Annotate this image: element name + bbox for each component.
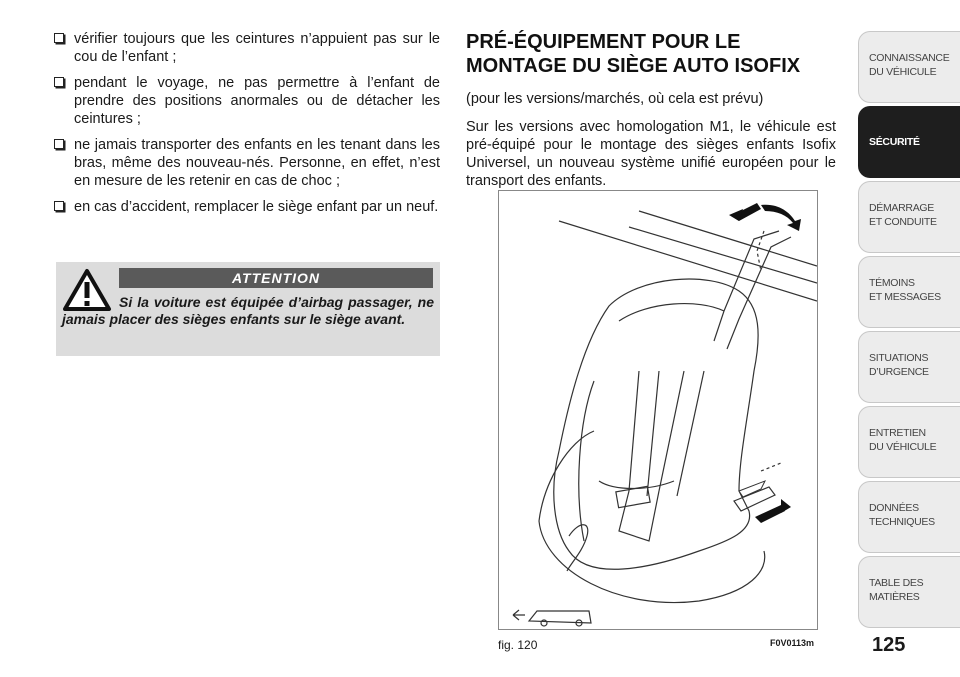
bullet-item: ne jamais transporter des enfants en les tenant dans les bras, même des nouveau-nés. Personne, en effet, n’est en mesure de les retenir en cas de choc ; — [52, 136, 440, 190]
tab-securite[interactable]: SÉCURITÉ — [858, 106, 960, 178]
tab-temoins-et-messages[interactable]: TÉMOINS ET MESSAGES — [858, 256, 960, 328]
safety-bullet-list — [52, 30, 440, 216]
tab-table-des-matieres[interactable]: TABLE DES MATIÈRES — [858, 556, 960, 628]
section-subtitle: (pour les versions/marchés, où cela est prévu) — [466, 91, 764, 107]
checkbox-bullet-icon — [54, 201, 64, 211]
warning-text: Si la voiture est équipée d’airbag passager, ne jamais placer des sièges enfants sur le siège avant. — [62, 294, 434, 327]
page-number: 125 — [872, 634, 906, 656]
right-column — [466, 30, 836, 190]
warning-title: ATTENTION — [119, 268, 433, 288]
section-body: Sur les versions avec homologation M1, le véhicule est pré-équipé pour le montage des sièges enfants Isofix Universel, un nouveau système unifié européen pour le transport des enfants. — [466, 119, 836, 189]
checkbox-bullet-icon — [54, 139, 64, 149]
checkbox-bullet-icon — [54, 77, 64, 87]
bullet-item: vérifier toujours que les ceintures n’appuient pas sur le cou de l’enfant ; — [52, 30, 440, 66]
tab-entretien-du-vehicule[interactable]: ENTRETIEN DU VÉHICULE — [858, 406, 960, 478]
tab-donnees-techniques[interactable]: DONNÉES TECHNIQUES — [858, 481, 960, 553]
left-column — [52, 30, 440, 224]
tab-connaissance-du-vehicule[interactable]: CONNAISSANCE DU VÉHICULE — [858, 31, 960, 103]
section-heading: PRÉ-ÉQUIPEMENT POUR LE MONTAGE DU SIÈGE AUTO ISOFIX — [466, 31, 801, 77]
checkbox-bullet-icon — [54, 33, 64, 43]
figure-caption: fig. 120 — [498, 638, 538, 652]
bullet-item: pendant le voyage, ne pas permettre à l’enfant de prendre des positions anormales ou de détacher les ceintures ; — [52, 74, 440, 128]
child-seat-drawing — [499, 191, 817, 629]
chapter-tabs — [858, 31, 960, 631]
warning-box — [56, 262, 440, 356]
figure-code: F0V0113m — [770, 638, 815, 648]
tab-situations-durgence[interactable]: SITUATIONS D’URGENCE — [858, 331, 960, 403]
tab-demarrage-et-conduite[interactable]: DÉMARRAGE ET CONDUITE — [858, 181, 960, 253]
isofix-child-seat-illustration — [498, 190, 818, 630]
bullet-item: en cas d’accident, remplacer le siège enfant par un neuf. — [52, 198, 440, 216]
